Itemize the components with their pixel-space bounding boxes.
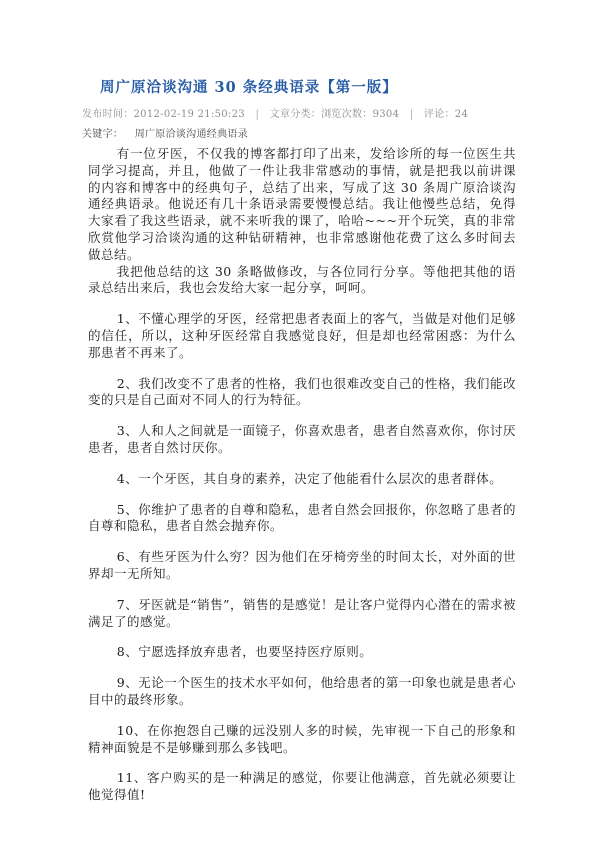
article-keywords xyxy=(82,129,516,141)
keywords-value: 周广原洽谈沟通经典语录 xyxy=(134,129,248,140)
quote-item-6: 6、有些牙医为什么穷？因为他们在牙椅旁坐的时间太长，对外面的世界却一无所知。 xyxy=(88,549,516,581)
quote-item-4: 4、一个牙医，其自身的素养，决定了他能看什么层次的患者群体。 xyxy=(116,470,503,486)
meta-comments: 评论：24 xyxy=(423,109,469,120)
meta-published: 发布时间：2012-02-19 21:50:23 xyxy=(82,109,245,120)
meta-separator: | xyxy=(409,109,414,120)
meta-separator: | xyxy=(255,109,260,120)
quote-item-3: 3、人和人之间就是一面镜子，你喜欢患者，患者自然喜欢你，你讨厌患者，患者自然讨厌你。 xyxy=(88,423,516,455)
quote-item-9: 9、无论一个医生的技术水平如何，他给患者的第一印象也就是患者心目中的最终形象。 xyxy=(88,675,516,707)
quote-item-5: 5、你维护了患者的自尊和隐私，患者自然会回报你，你忽略了患者的自尊和隐私，患者自然会抛弃你。 xyxy=(88,501,516,534)
intro-paragraph: 我把他总结的这 30 条略做修改，与各位同行分享。等他把其他的语录总结出来后，我也会发给大家一起分享，呵呵。 xyxy=(88,263,516,296)
keywords-label: 关键字： xyxy=(82,129,124,140)
quote-item-10: 10、在你抱怨自己赚的远没别人多的时候，先审视一下自己的形象和精神面貌是不是够赚到那么多钱吧。 xyxy=(88,722,516,755)
article-meta xyxy=(82,109,516,121)
quote-item-8: 8、宁愿选择放弃患者，也要坚持医疗原则。 xyxy=(116,644,373,660)
quote-item-1: 1、不懂心理学的牙医，经常把患者表面上的客气，当做是对他们足够的信任，所以，这种牙医经常自我感觉良好，但是却也经常困惑：为什么那患者不再来了。 xyxy=(88,311,516,360)
quote-item-2: 2、我们改变不了患者的性格，我们也很难改变自己的性格，我们能改变的只是自己面对不同人的行为特征。 xyxy=(88,375,516,408)
quote-item-7: 7、牙医就是“销售”，销售的是感觉！是让客户觉得内心潜在的需求被满足了的感觉。 xyxy=(88,596,516,629)
quote-item-11: 11、客户购买的是一种满足的感觉，你要让他满意，首先就必须要让他觉得值! xyxy=(88,770,516,803)
article-title: 周广原洽谈沟通 30 条经典语录【第一版】 xyxy=(100,79,398,96)
intro-paragraph: 有一位牙医，不仅我的博客都打印了出来，发给诊所的每一位医生共同学习提高，并且，他做了一件让我非常感动的事情，就是把我以前讲课的内容和博客中的经典句子，总结了出来，写成了这 30 条周广原洽谈沟通经典语录。他说还有几十条语录需要慢慢总结。我让他慢些总结，免得大家看了我这些语录，就不来听我的课了，哈哈~~~开个玩笑，真的非常欣赏他学习洽谈沟通的这种钻研精神，也非常感谢他花费了这么多时间去做总结。 xyxy=(88,146,516,262)
meta-category-views: 文章分类：浏览次数：9304 xyxy=(269,109,400,120)
article-body xyxy=(88,146,516,804)
